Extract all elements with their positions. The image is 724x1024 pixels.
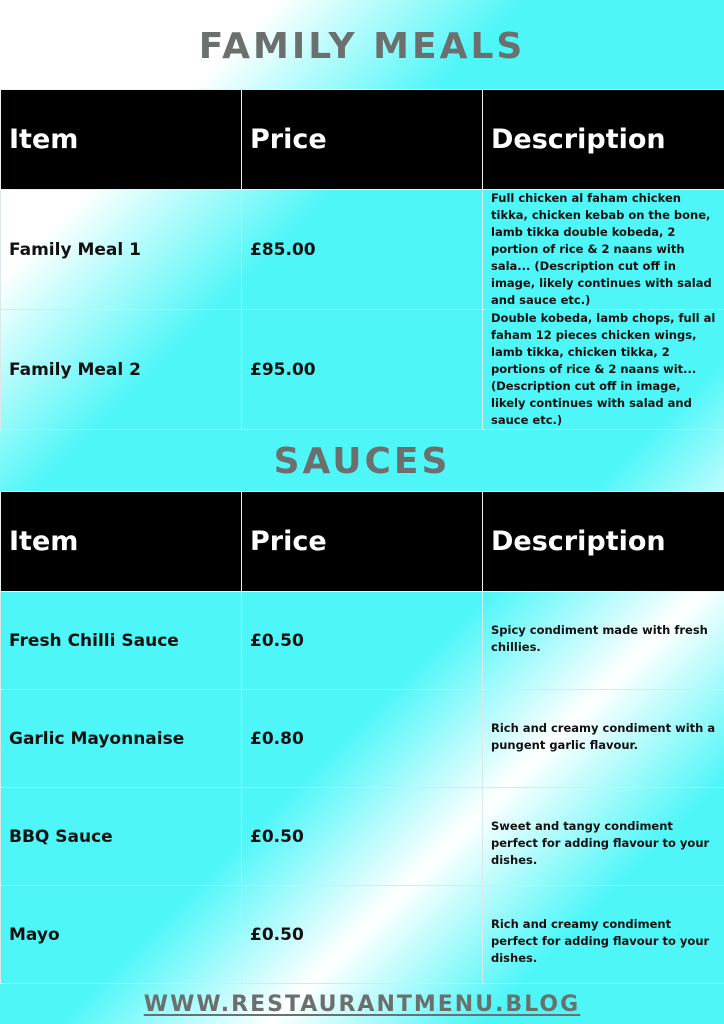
sauces-title: SAUCES — [273, 441, 451, 482]
item-description: Rich and creamy condiment perfect for adding flavour to your dishes. — [483, 886, 724, 984]
family-meals-title: FAMILY MEALS — [198, 26, 526, 67]
column-header-item: Item — [1, 90, 242, 190]
item-name: BBQ Sauce — [1, 788, 242, 886]
sauces-table — [0, 491, 724, 984]
table-row — [1, 190, 724, 310]
item-name: Garlic Mayonnaise — [1, 690, 242, 788]
item-price: £0.50 — [242, 886, 483, 984]
item-name: Family Meal 1 — [1, 190, 242, 310]
website-link[interactable]: WWW.RESTAURANTMENU.BLOG — [143, 992, 581, 1017]
column-header-description: Description — [483, 492, 724, 592]
item-name: Fresh Chilli Sauce — [1, 592, 242, 690]
item-name: Mayo — [1, 886, 242, 984]
item-price: £0.50 — [242, 788, 483, 886]
item-name: Family Meal 2 — [1, 310, 242, 430]
item-price: £0.50 — [242, 592, 483, 690]
item-price: £85.00 — [242, 190, 483, 310]
table-row — [1, 690, 724, 788]
table-header-row — [1, 492, 724, 592]
item-price: £95.00 — [242, 310, 483, 430]
table-row — [1, 788, 724, 886]
column-header-description: Description — [483, 90, 724, 190]
item-price: £0.80 — [242, 690, 483, 788]
table-row — [1, 310, 724, 430]
item-description: Full chicken al faham chicken tikka, chicken kebab on the bone, lamb tikka double kobeda, 2 portion of rice & 2 naans with sala... (Description cut off in image, likely continues with salad and sauce etc.) — [483, 190, 724, 310]
column-header-price: Price — [242, 492, 483, 592]
table-row — [1, 886, 724, 984]
family-meals-table — [0, 89, 724, 430]
table-header-row — [1, 90, 724, 190]
item-description: Double kobeda, lamb chops, full al faham 12 pieces chicken wings, lamb tikka, chicken tikka, 2 portions of rice & 2 naans wit... (Description cut off in image, likely continues with salad and sauce etc.) — [483, 310, 724, 430]
table-row — [1, 592, 724, 690]
column-header-price: Price — [242, 90, 483, 190]
item-description: Sweet and tangy condiment perfect for adding flavour to your dishes. — [483, 788, 724, 886]
item-description: Spicy condiment made with fresh chillies. — [483, 592, 724, 690]
item-description: Rich and creamy condiment with a pungent garlic flavour. — [483, 690, 724, 788]
column-header-item: Item — [1, 492, 242, 592]
